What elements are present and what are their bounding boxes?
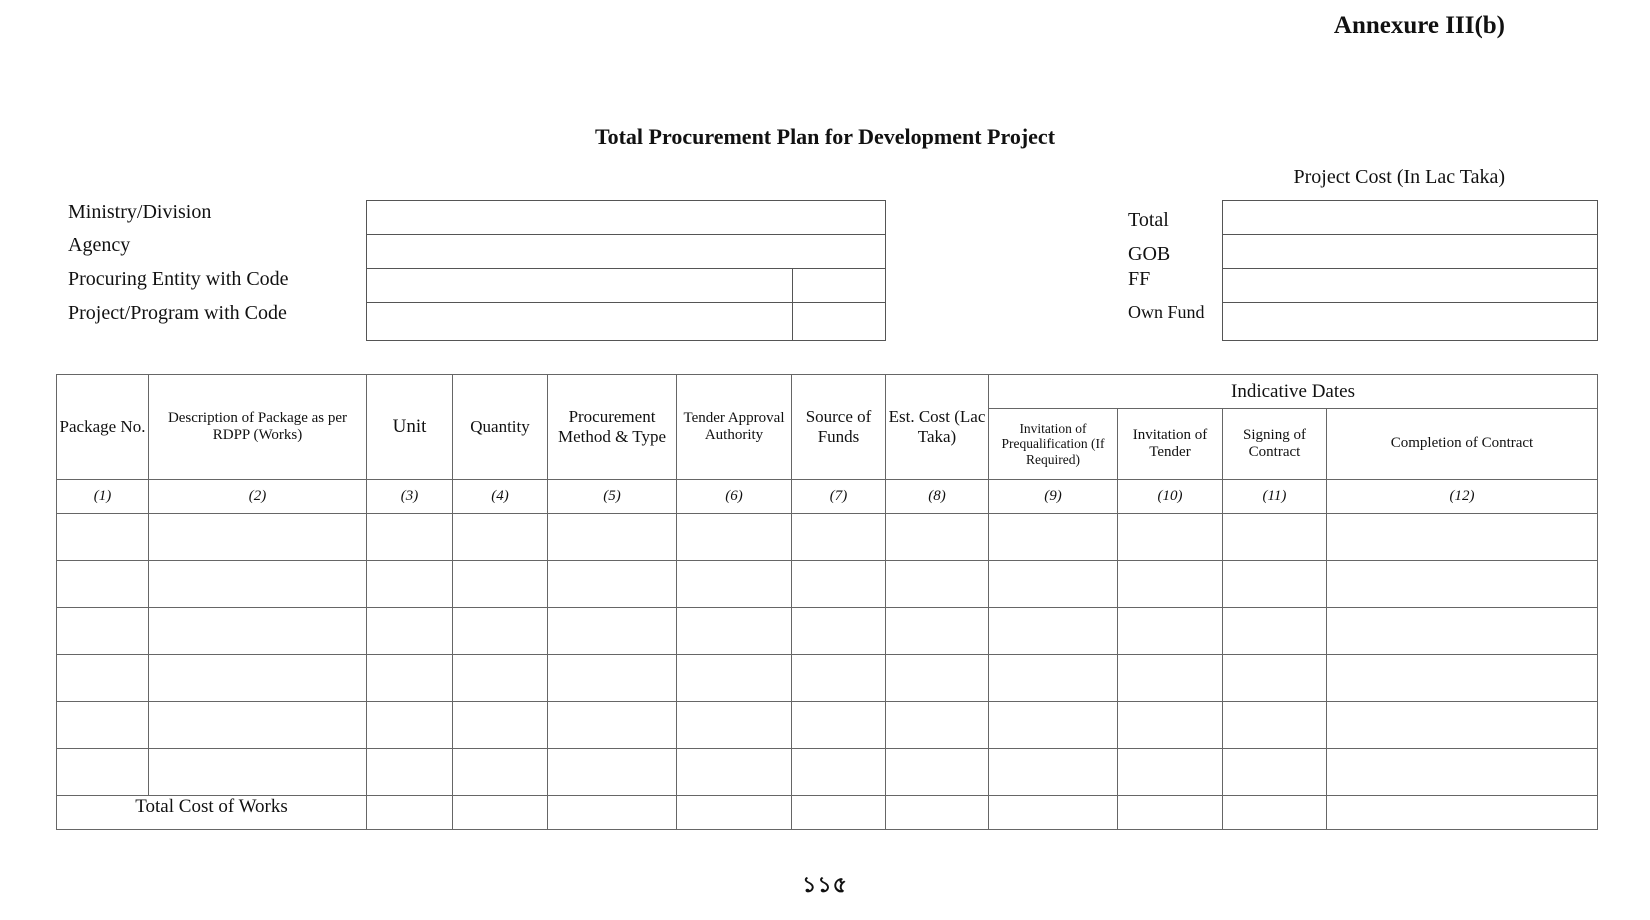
table-cell[interactable] (989, 561, 1118, 608)
table-cell[interactable] (886, 702, 989, 749)
table-cell[interactable] (1118, 749, 1223, 796)
table-cell[interactable] (989, 749, 1118, 796)
total-cost-of-works-label: Total Cost of Works (57, 796, 367, 830)
header-unit: Unit (367, 375, 453, 480)
table-cell[interactable] (453, 514, 548, 561)
table-cell[interactable] (367, 514, 453, 561)
table-cell[interactable] (677, 561, 792, 608)
table-cell[interactable] (1223, 702, 1327, 749)
table-cell[interactable] (677, 514, 792, 561)
project-program-label: Project/Program with Code (68, 302, 287, 324)
table-cell[interactable] (677, 608, 792, 655)
table-cell[interactable] (886, 608, 989, 655)
table-cell[interactable] (1223, 514, 1327, 561)
header-description: Description of Package as per RDPP (Works) (149, 375, 367, 480)
table-cell[interactable] (1327, 702, 1598, 749)
procuring-entity-code-field[interactable] (792, 268, 886, 303)
table-cell[interactable] (149, 655, 367, 702)
table-cell[interactable] (548, 514, 677, 561)
table-cell[interactable] (149, 561, 367, 608)
header-est-cost: Est. Cost (Lac Taka) (886, 375, 989, 480)
col-num-4: (4) (453, 480, 548, 514)
col-num-1: (1) (57, 480, 149, 514)
agency-label: Agency (68, 234, 131, 256)
table-cell[interactable] (1223, 561, 1327, 608)
own-fund-field[interactable] (1222, 302, 1598, 341)
table-row (57, 514, 1598, 561)
total-cell[interactable] (1223, 796, 1327, 830)
col-num-9: (9) (989, 480, 1118, 514)
total-cost-field[interactable] (1222, 200, 1598, 235)
table-cell[interactable] (57, 608, 149, 655)
col-num-2: (2) (149, 480, 367, 514)
table-cell[interactable] (57, 749, 149, 796)
table-cell[interactable] (1327, 749, 1598, 796)
table-row (57, 749, 1598, 796)
table-cell[interactable] (1223, 655, 1327, 702)
table-cell[interactable] (1223, 749, 1327, 796)
table-cell[interactable] (886, 749, 989, 796)
total-cell[interactable] (1327, 796, 1598, 830)
table-cell[interactable] (792, 655, 886, 702)
table-cell[interactable] (792, 749, 886, 796)
gob-field[interactable] (1222, 234, 1598, 269)
table-cell[interactable] (548, 749, 677, 796)
header-procurement-method: Procurement Method & Type (548, 375, 677, 480)
table-cell[interactable] (548, 702, 677, 749)
table-cell[interactable] (367, 655, 453, 702)
project-cost-caption: Project Cost (In Lac Taka) (1293, 166, 1505, 188)
table-cell[interactable] (57, 702, 149, 749)
header-signing-contract: Signing of Contract (1223, 409, 1327, 480)
table-cell[interactable] (886, 655, 989, 702)
table-cell[interactable] (677, 655, 792, 702)
col-num-11: (11) (1223, 480, 1327, 514)
table-cell[interactable] (367, 702, 453, 749)
total-cell[interactable] (989, 796, 1118, 830)
table-cell[interactable] (149, 702, 367, 749)
procuring-entity-label: Procuring Entity with Code (68, 268, 289, 290)
header-package-no: Package No. (57, 375, 149, 480)
table-cell[interactable] (792, 561, 886, 608)
table-cell[interactable] (1327, 655, 1598, 702)
page-title: Total Procurement Plan for Development Project (594, 124, 1056, 149)
column-number-row (57, 480, 1598, 514)
table-cell[interactable] (1118, 561, 1223, 608)
table-cell[interactable] (57, 561, 149, 608)
table-cell[interactable] (1327, 561, 1598, 608)
table-cell[interactable] (1327, 608, 1598, 655)
header-tender-approval: Tender Approval Authority (677, 375, 792, 480)
table-cell[interactable] (453, 561, 548, 608)
total-cell[interactable] (1118, 796, 1223, 830)
header-completion-contract: Completion of Contract (1327, 409, 1598, 480)
table-cell[interactable] (1327, 514, 1598, 561)
table-cell[interactable] (792, 608, 886, 655)
header-invitation-tender: Invitation of Tender (1118, 409, 1223, 480)
total-cell[interactable] (548, 796, 677, 830)
table-cell[interactable] (149, 749, 367, 796)
table-cell[interactable] (792, 514, 886, 561)
ministry-field[interactable] (366, 200, 886, 235)
col-num-8: (8) (886, 480, 989, 514)
table-cell[interactable] (149, 514, 367, 561)
table-cell[interactable] (886, 514, 989, 561)
table-cell[interactable] (453, 655, 548, 702)
header-quantity: Quantity (453, 375, 548, 480)
table-cell[interactable] (367, 608, 453, 655)
table-cell[interactable] (989, 608, 1118, 655)
header-indicative-dates: Indicative Dates (989, 375, 1598, 409)
project-program-code-field[interactable] (792, 302, 886, 341)
col-num-5: (5) (548, 480, 677, 514)
table-cell[interactable] (1118, 655, 1223, 702)
table-cell[interactable] (1223, 608, 1327, 655)
table-cell[interactable] (149, 608, 367, 655)
ministry-label: Ministry/Division (68, 201, 212, 223)
col-num-3: (3) (367, 480, 453, 514)
table-cell[interactable] (1118, 608, 1223, 655)
total-row (57, 796, 1598, 830)
table-cell[interactable] (453, 702, 548, 749)
table-cell[interactable] (548, 655, 677, 702)
own-fund-label: Own Fund (1128, 302, 1205, 322)
total-cell[interactable] (792, 796, 886, 830)
table-cell[interactable] (367, 561, 453, 608)
table-body (57, 514, 1598, 796)
total-cell[interactable] (367, 796, 453, 830)
table-cell[interactable] (548, 608, 677, 655)
table-row (57, 561, 1598, 608)
total-cell[interactable] (886, 796, 989, 830)
table-cell[interactable] (989, 702, 1118, 749)
procurement-plan-table (56, 374, 1598, 830)
table-cell[interactable] (989, 655, 1118, 702)
table-cell[interactable] (57, 514, 149, 561)
table-cell[interactable] (677, 702, 792, 749)
table-cell[interactable] (677, 749, 792, 796)
total-cost-label: Total (1128, 209, 1169, 231)
page-number: ১১৫ (802, 872, 848, 897)
procuring-entity-field[interactable] (366, 268, 793, 303)
table-cell[interactable] (1118, 702, 1223, 749)
header-invitation-prequal: Invitation of Prequalification (If Required) (989, 409, 1118, 480)
table-cell[interactable] (367, 749, 453, 796)
total-cell[interactable] (453, 796, 548, 830)
agency-field[interactable] (366, 234, 886, 269)
table-cell[interactable] (453, 749, 548, 796)
table-cell[interactable] (453, 608, 548, 655)
table-cell[interactable] (1118, 514, 1223, 561)
gob-label: GOB (1128, 243, 1171, 265)
project-program-field[interactable] (366, 302, 793, 341)
table-cell[interactable] (792, 702, 886, 749)
table-cell[interactable] (57, 655, 149, 702)
table-row (57, 655, 1598, 702)
col-num-7: (7) (792, 480, 886, 514)
ff-field[interactable] (1222, 268, 1598, 303)
ff-label: FF (1128, 268, 1151, 290)
table-cell[interactable] (886, 561, 989, 608)
col-num-12: (12) (1327, 480, 1598, 514)
table-row (57, 702, 1598, 749)
col-num-6: (6) (677, 480, 792, 514)
table-row (57, 608, 1598, 655)
header-source-funds: Source of Funds (792, 375, 886, 480)
table-cell[interactable] (989, 514, 1118, 561)
annexure-label: Annexure III(b) (1333, 12, 1505, 39)
table-cell[interactable] (548, 561, 677, 608)
total-cell[interactable] (677, 796, 792, 830)
header-row-top (57, 375, 1598, 409)
col-num-10: (10) (1118, 480, 1223, 514)
